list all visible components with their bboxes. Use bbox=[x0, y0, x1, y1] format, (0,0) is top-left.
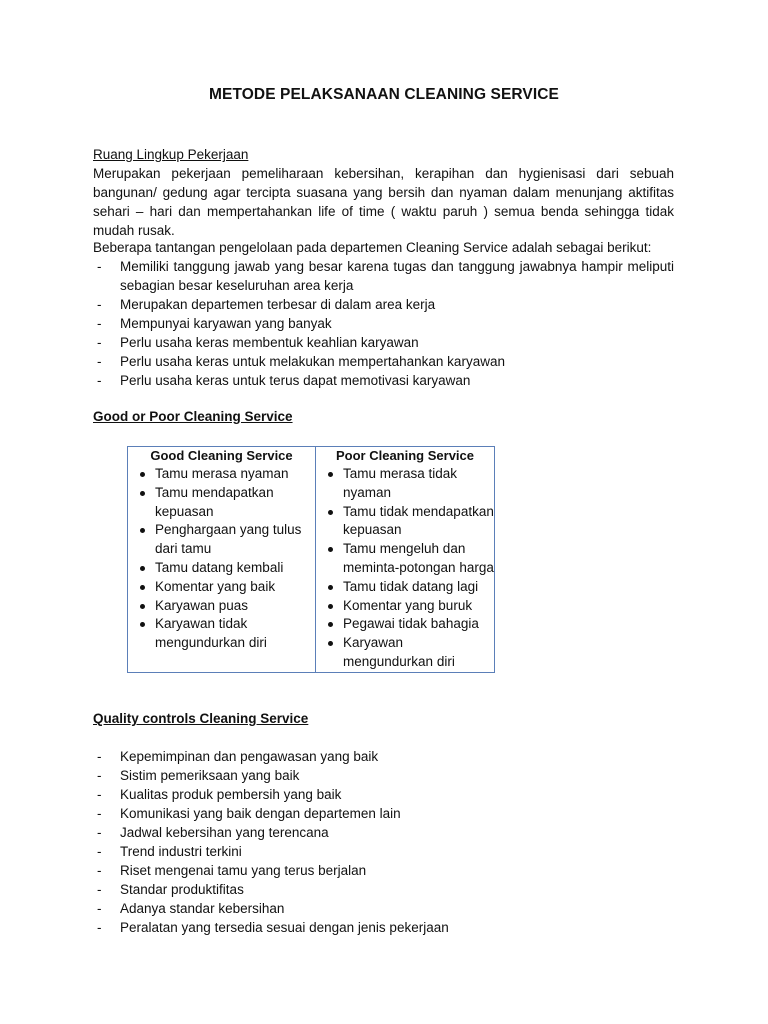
list-item: Tamu tidak mendapatkan kepuasan bbox=[316, 503, 494, 541]
list-item: Tamu merasa tidak nyaman bbox=[316, 465, 494, 503]
dash-marker: - bbox=[97, 749, 102, 764]
heading-ruang-lingkup: Ruang Lingkup Pekerjaan bbox=[93, 147, 249, 162]
list-item: Penghargaan yang tulus dari tamu bbox=[128, 521, 315, 559]
bullet-icon bbox=[140, 528, 145, 533]
poor-column-header: Poor Cleaning Service bbox=[336, 448, 474, 463]
bullet-icon bbox=[328, 622, 333, 627]
list-item: - Mempunyai karyawan yang banyak bbox=[97, 316, 332, 331]
list-item: - Merupakan departemen terbesar di dalam area kerja bbox=[97, 297, 436, 312]
dash-marker: - bbox=[97, 825, 102, 840]
list-item: - Peralatan yang tersedia sesuai dengan jenis pekerjaan bbox=[97, 920, 449, 935]
list-item: - Perlu usaha keras membentuk keahlian karyawan bbox=[97, 335, 419, 350]
list-item: Karyawan puas bbox=[128, 597, 315, 616]
bullet-icon bbox=[140, 472, 145, 477]
list-item: - Kepemimpinan dan pengawasan yang baik bbox=[97, 749, 379, 764]
heading-good-or-poor: Good or Poor Cleaning Service bbox=[93, 409, 293, 424]
bullet-icon bbox=[140, 585, 145, 590]
list-item: - Standar produktifitas bbox=[97, 882, 244, 897]
list-item: Tamu mengeluh dan meminta-potongan harga bbox=[316, 540, 494, 578]
bullet-icon bbox=[328, 604, 333, 609]
list-item: Tamu tidak datang lagi bbox=[316, 578, 494, 597]
dash-marker: - bbox=[97, 335, 102, 350]
good-list bbox=[128, 465, 315, 653]
good-column bbox=[128, 447, 316, 672]
dash-marker: - bbox=[97, 901, 102, 916]
list-item: - Kualitas produk pembersih yang baik bbox=[97, 787, 342, 802]
bullet-icon bbox=[328, 472, 333, 477]
list-item: Komentar yang buruk bbox=[316, 597, 494, 616]
good-column-header: Good Cleaning Service bbox=[150, 448, 293, 463]
paragraph-ruang-lingkup: Merupakan pekerjaan pemeliharaan kebersihan, kerapihan dan hygienisasi dari sebuah bangunan/ gedung agar tercipta suasana yang bersih dan nyaman dalam menunjang aktifitas sehari – hari dan mempertahankan life of time ( waktu paruh ) semua benda sehingga tidak mudah rusak. bbox=[93, 166, 674, 238]
dash-marker: - bbox=[97, 297, 102, 312]
dash-marker: - bbox=[97, 920, 102, 935]
bullet-icon bbox=[328, 547, 333, 552]
intro-tantangan: Beberapa tantangan pengelolaan pada departemen Cleaning Service adalah sebagai berikut: bbox=[93, 240, 652, 255]
heading-quality-controls: Quality controls Cleaning Service bbox=[93, 711, 309, 726]
list-item: - Perlu usaha keras untuk melakukan mempertahankan karyawan bbox=[97, 354, 505, 369]
dash-marker: - bbox=[97, 768, 102, 783]
list-item: - Memiliki tanggung jawab yang besar karena tugas dan tanggung jawabnya hampir meliputi sebagian besar keseluruhan area kerja bbox=[97, 259, 674, 293]
list-quality-controls bbox=[93, 747, 674, 937]
dash-marker: - bbox=[97, 316, 102, 331]
bullet-icon bbox=[140, 491, 145, 496]
bullet-icon bbox=[328, 641, 333, 646]
bullet-icon bbox=[328, 585, 333, 590]
list-item: - Komunikasi yang baik dengan departemen lain bbox=[97, 806, 401, 821]
list-item: Tamu merasa nyaman bbox=[128, 465, 315, 484]
bullet-icon bbox=[328, 510, 333, 515]
list-item: Komentar yang baik bbox=[128, 578, 315, 597]
dash-marker: - bbox=[97, 354, 102, 369]
bullet-icon bbox=[140, 566, 145, 571]
dash-marker: - bbox=[97, 787, 102, 802]
list-item: - Perlu usaha keras untuk terus dapat memotivasi karyawan bbox=[97, 373, 471, 388]
poor-column bbox=[316, 447, 494, 672]
list-item: Tamu datang kembali bbox=[128, 559, 315, 578]
list-item: - Jadwal kebersihan yang terencana bbox=[97, 825, 329, 840]
list-item: Karyawan mengundurkan diri bbox=[316, 634, 494, 672]
dash-marker: - bbox=[97, 373, 102, 388]
list-item: - Riset mengenai tamu yang terus berjalan bbox=[97, 863, 367, 878]
document-title: METODE PELAKSANAAN CLEANING SERVICE bbox=[209, 86, 559, 103]
list-tantangan bbox=[93, 257, 674, 390]
list-item: Pegawai tidak bahagia bbox=[316, 615, 494, 634]
poor-list bbox=[316, 465, 494, 672]
dash-marker: - bbox=[97, 806, 102, 821]
list-item: Karyawan tidak mengundurkan diri bbox=[128, 615, 315, 653]
bullet-icon bbox=[140, 604, 145, 609]
dash-marker: - bbox=[97, 863, 102, 878]
list-item: - Trend industri terkini bbox=[97, 844, 242, 859]
list-item: - Adanya standar kebersihan bbox=[97, 901, 285, 916]
list-item: Tamu mendapatkan kepuasan bbox=[128, 484, 315, 522]
list-item: - Sistim pemeriksaan yang baik bbox=[97, 768, 300, 783]
bullet-icon bbox=[140, 622, 145, 627]
dash-marker: - bbox=[97, 844, 102, 859]
dash-marker: - bbox=[97, 259, 102, 274]
dash-marker: - bbox=[97, 882, 102, 897]
comparison-table bbox=[127, 446, 495, 673]
